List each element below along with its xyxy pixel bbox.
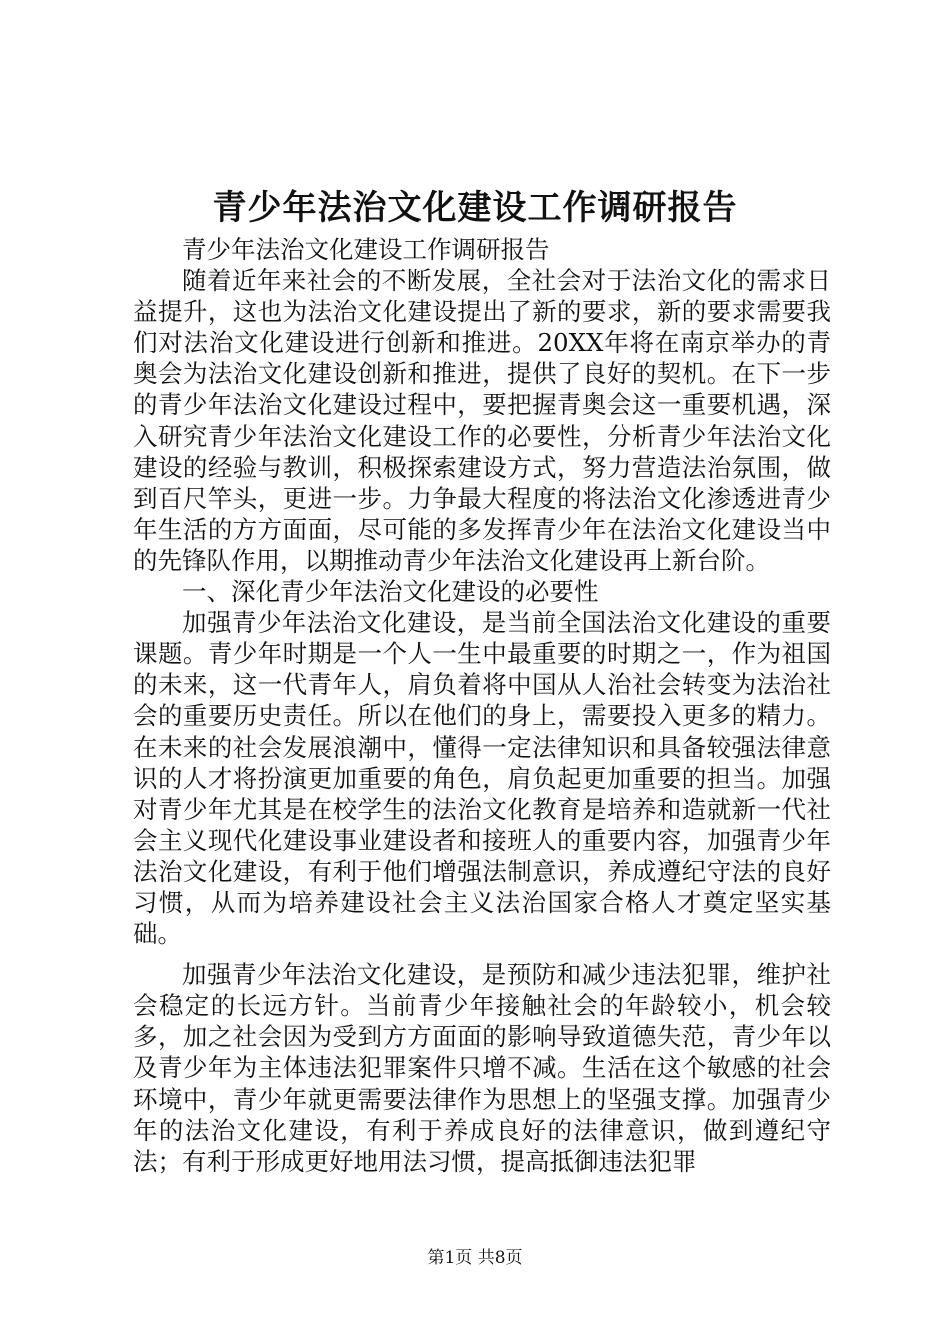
document-body — [133, 234, 831, 1177]
paragraph-section1-a: 加强青少年法治文化建设，是当前全国法治文化建设的重要课题。青少年时期是一个人一生中最重要的时期之一，作为祖国的未来，这一代青年人，肩负着将中国从人治社会转变为法治社会的重要历史责任。所以在他们的身上，需要投入更多的精力。在未来的社会发展浪潮中，懂得一定法律知识和具备较强法律意识的人才将扮演更加重要的角色，肩负起更加重要的担当。加强对青少年尤其是在校学生的法治文化教育是培养和造就新一代社会主义现代化建设事业建设者和接班人的重要内容，加强青少年法治文化建设，有利于他们增强法制意识，养成遵纪守法的良好习惯，从而为培养建设社会主义法治国家合格人才奠定坚实基础。 — [133, 608, 831, 949]
paragraph-subtitle: 青少年法治文化建设工作调研报告 — [182, 235, 550, 264]
section-heading-1: 一、深化青少年法治文化建设的必要性 — [182, 577, 599, 607]
paragraph-intro: 随着近年来社会的不断发展，全社会对于法治文化的需求日益提升，这也为法治文化建设提出了新的要求，新的要求需要我们对法治文化建设进行创新和推进。20XX年将在南京举办的青奥会为法治文化建设创新和推进，提供了良好的契机。在下一步的青少年法治文化建设过程中，要把握青奥会这一重要机遇，深入研究青少年法治文化建设工作的必要性，分析青少年法治文化建设的经验与教训，积极探索建设方式，努力营造法治氛围，做到百尺竿头，更进一步。力争最大程度的将法治文化渗透进青少年生活的方方面面，尽可能的多发挥青少年在法治文化建设当中的先锋队作用，以期推动青少年法治文化建设再上新台阶。 — [133, 266, 831, 575]
paragraph-section1-b: 加强青少年法治文化建设，是预防和减少违法犯罪，维护社会稳定的长远方针。当前青少年接触社会的年龄较小，机会较多，加之社会因为受到方方面面的影响导致道德失范，青少年以及青少年为主体违法犯罪案件只增不减。生活在这个敏感的社会环境中，青少年就更需要法律作为思想上的坚强支撑。加强青少年的法治文化建设，有利于养成良好的法律意识，做到遵纪守法；有利于形成更好地用法习惯，提高抵御违法犯罪 — [133, 960, 831, 1176]
document-title: 青少年法治文化建设工作调研报告 — [212, 188, 738, 228]
page-number-footer: 第1页 共8页 — [427, 1248, 523, 1268]
